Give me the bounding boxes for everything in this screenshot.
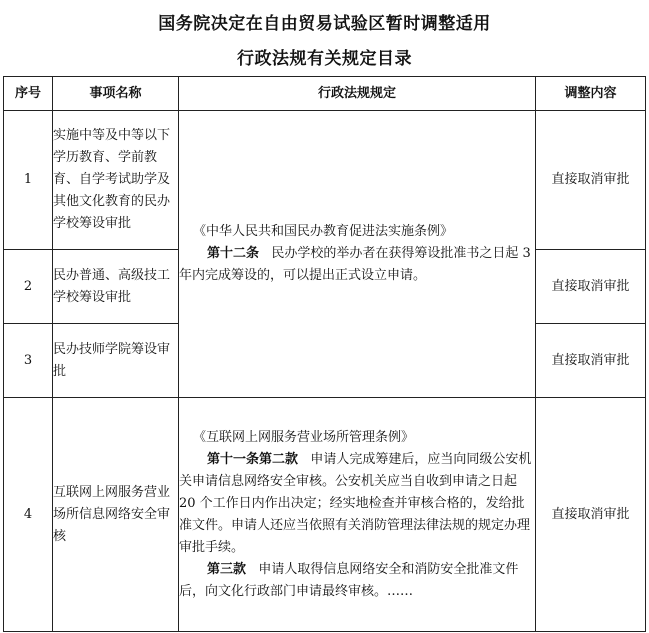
row-seq: 4 (4, 398, 53, 632)
document-title-line1: 国务院决定在自由贸易试验区暂时调整适用 (158, 14, 491, 34)
row-adjustment: 直接取消审批 (536, 111, 646, 250)
regulation-table (3, 76, 646, 632)
row-seq: 1 (4, 111, 53, 250)
row-item-name: 互联网上网服务营业场所信息网络安全审核 (53, 398, 179, 632)
row-item-name: 民办技师学院筹设审批 (53, 324, 179, 398)
regulation-clause: 第十二条 (207, 246, 260, 261)
row-item-name: 实施中等及中等以下学历教育、学前教育、自学考试助学及其他文化教育的民办学校筹设审批 (53, 111, 179, 250)
regulation-clause: 第十一条第二款 (207, 451, 299, 467)
regulation-text: 申请人完成筹建后，应当向同级公安机关申请信息网络安全审核。公安机关应当自收到申请之日起 20 个工作日内作出决定；经实地检查并审核合格的，发给批准文件。申请人还应当依照有关消防管理法律法规的规定办理审批手续。 (179, 451, 532, 555)
header-regulation: 行政法规规定 (179, 77, 536, 111)
row-seq: 3 (4, 324, 53, 398)
regulation-paragraph (179, 243, 535, 287)
regulation-text: 民办学校的举办者在获得筹设批准书之日起 3 年内完成筹设的，可以提出正式设立申请。 (179, 246, 531, 283)
regulation-cell-education (179, 111, 536, 398)
table-row (4, 398, 646, 632)
regulation-text: 申请人取得信息网络安全和消防安全批准文件后，向文化行政部门申请最终审核。…… (179, 561, 519, 599)
row-seq: 2 (4, 250, 53, 324)
table-row (4, 111, 646, 250)
header-item-name: 事项名称 (53, 77, 179, 111)
regulation-paragraph (179, 449, 535, 559)
row-item-name: 民办普通、高级技工学校筹设审批 (53, 250, 179, 324)
row-adjustment: 直接取消审批 (536, 324, 646, 398)
table-header-row (4, 77, 646, 111)
regulation-title: 《中华人民共和国民办教育促进法实施条例》 (193, 224, 454, 239)
regulation-title: 《互联网上网服务营业场所管理条例》 (193, 429, 415, 445)
regulation-cell-internet (179, 398, 536, 632)
row-adjustment: 直接取消审批 (536, 250, 646, 324)
regulation-clause: 第三款 (207, 561, 247, 577)
header-seq: 序号 (4, 77, 53, 111)
document-title-line2: 行政法规有关规定目录 (237, 49, 412, 69)
header-adjustment: 调整内容 (536, 77, 646, 111)
regulation-paragraph (179, 559, 535, 603)
row-adjustment: 直接取消审批 (536, 398, 646, 632)
